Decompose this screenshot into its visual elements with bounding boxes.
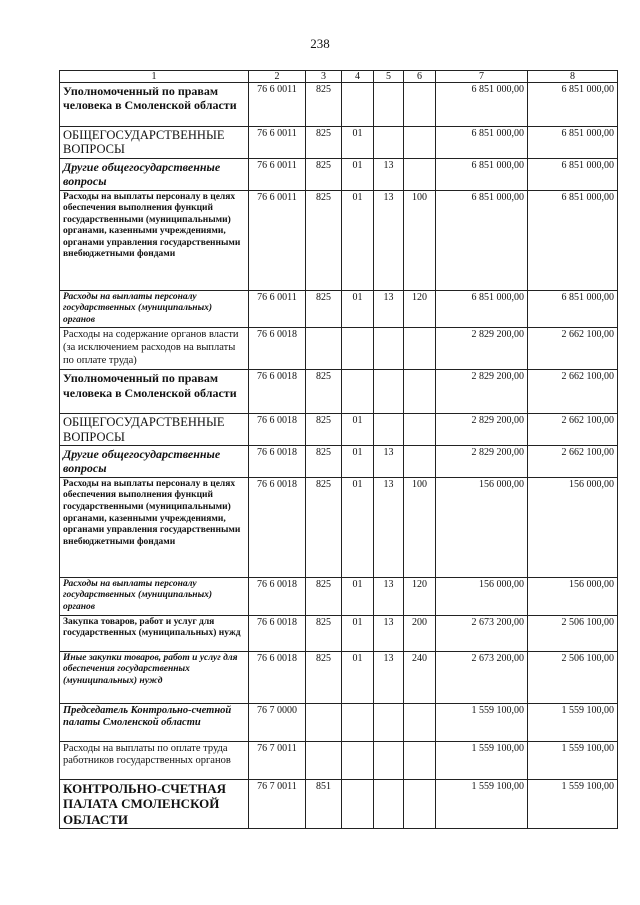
row-name-cell: Расходы на выплаты персоналу государственных (муниципальных) органов xyxy=(60,290,249,328)
code-cell-col5 xyxy=(374,741,404,779)
code-cell-col3: 825 xyxy=(306,477,342,577)
code-cell-col3: 825 xyxy=(306,83,342,127)
row-name-cell: Расходы на выплаты персоналу в целях обеспечения выполнения функций государственными (муниципальными) органами, казенными учреждениями, органами управления государственными внебюджетными фондами xyxy=(60,190,249,290)
amount-cell-col8: 156 000,00 xyxy=(528,477,618,577)
code-cell-col5: 13 xyxy=(374,577,404,615)
code-cell-col4 xyxy=(342,370,374,414)
code-cell-col4: 01 xyxy=(342,290,374,328)
table-row xyxy=(60,703,618,741)
table-row xyxy=(60,477,618,577)
table-row xyxy=(60,127,618,159)
amount-cell-col7: 2 829 200,00 xyxy=(436,370,528,414)
column-header: 1 xyxy=(60,71,249,83)
code-cell-col5 xyxy=(374,83,404,127)
code-cell-col4 xyxy=(342,741,374,779)
column-header: 2 xyxy=(249,71,306,83)
code-cell-col5 xyxy=(374,127,404,159)
code-cell-col2: 76 7 0011 xyxy=(249,741,306,779)
code-cell-col5 xyxy=(374,779,404,829)
code-cell-col2: 76 6 0018 xyxy=(249,414,306,446)
amount-cell-col7: 2 829 200,00 xyxy=(436,328,528,370)
column-header: 7 xyxy=(436,71,528,83)
code-cell-col4: 01 xyxy=(342,615,374,651)
code-cell-col2: 76 6 0018 xyxy=(249,370,306,414)
amount-cell-col8: 6 851 000,00 xyxy=(528,83,618,127)
code-cell-col4 xyxy=(342,328,374,370)
amount-cell-col7: 2 673 200,00 xyxy=(436,615,528,651)
amount-cell-col7: 156 000,00 xyxy=(436,477,528,577)
code-cell-col5 xyxy=(374,370,404,414)
code-cell-col3: 825 xyxy=(306,370,342,414)
amount-cell-col8: 6 851 000,00 xyxy=(528,158,618,190)
table-row xyxy=(60,328,618,370)
table-row xyxy=(60,651,618,703)
row-name-cell: Расходы на содержание органов власти (за исключением расходов на выплаты по оплате труда) xyxy=(60,328,249,370)
code-cell-col5: 13 xyxy=(374,477,404,577)
code-cell-col6: 120 xyxy=(404,290,436,328)
code-cell-col4: 01 xyxy=(342,577,374,615)
code-cell-col6: 120 xyxy=(404,577,436,615)
row-name-cell: ОБЩЕГОСУДАРСТВЕННЫЕ ВОПРОСЫ xyxy=(60,414,249,446)
amount-cell-col8: 2 662 100,00 xyxy=(528,370,618,414)
code-cell-col2: 76 6 0018 xyxy=(249,615,306,651)
code-cell-col3: 825 xyxy=(306,127,342,159)
code-cell-col6 xyxy=(404,158,436,190)
table-row xyxy=(60,83,618,127)
amount-cell-col7: 1 559 100,00 xyxy=(436,741,528,779)
column-header: 6 xyxy=(404,71,436,83)
code-cell-col2: 76 6 0018 xyxy=(249,651,306,703)
table-header-row xyxy=(60,71,618,83)
code-cell-col3: 825 xyxy=(306,651,342,703)
code-cell-col3 xyxy=(306,328,342,370)
code-cell-col5: 13 xyxy=(374,158,404,190)
code-cell-col4 xyxy=(342,779,374,829)
table-row xyxy=(60,290,618,328)
row-name-cell: Другие общегосударственные вопросы xyxy=(60,158,249,190)
code-cell-col5: 13 xyxy=(374,651,404,703)
amount-cell-col7: 1 559 100,00 xyxy=(436,703,528,741)
code-cell-col3: 825 xyxy=(306,577,342,615)
code-cell-col3 xyxy=(306,703,342,741)
code-cell-col6 xyxy=(404,414,436,446)
code-cell-col3: 825 xyxy=(306,158,342,190)
code-cell-col2: 76 6 0011 xyxy=(249,290,306,328)
code-cell-col6 xyxy=(404,328,436,370)
code-cell-col6 xyxy=(404,741,436,779)
table-row xyxy=(60,779,618,829)
code-cell-col6 xyxy=(404,779,436,829)
row-name-cell: Иные закупки товаров, работ и услуг для обеспечения государственных (муниципальных) нужд xyxy=(60,651,249,703)
code-cell-col4: 01 xyxy=(342,127,374,159)
column-header: 8 xyxy=(528,71,618,83)
amount-cell-col7: 2 829 200,00 xyxy=(436,414,528,446)
amount-cell-col8: 1 559 100,00 xyxy=(528,741,618,779)
row-name-cell: Расходы на выплаты персоналу государственных (муниципальных) органов xyxy=(60,577,249,615)
amount-cell-col7: 2 829 200,00 xyxy=(436,446,528,478)
row-name-cell: КОНТРОЛЬНО-СЧЕТНАЯ ПАЛАТА СМОЛЕНСКОЙ ОБЛАСТИ xyxy=(60,779,249,829)
amount-cell-col8: 6 851 000,00 xyxy=(528,190,618,290)
budget-table xyxy=(59,70,618,829)
code-cell-col2: 76 6 0018 xyxy=(249,446,306,478)
row-name-cell: Председатель Контрольно-счетной палаты Смоленской области xyxy=(60,703,249,741)
code-cell-col3 xyxy=(306,741,342,779)
table-row xyxy=(60,190,618,290)
code-cell-col4: 01 xyxy=(342,190,374,290)
amount-cell-col7: 6 851 000,00 xyxy=(436,190,528,290)
amount-cell-col7: 6 851 000,00 xyxy=(436,158,528,190)
code-cell-col4: 01 xyxy=(342,446,374,478)
code-cell-col5: 13 xyxy=(374,290,404,328)
code-cell-col6: 100 xyxy=(404,190,436,290)
code-cell-col2: 76 6 0018 xyxy=(249,577,306,615)
table-row xyxy=(60,414,618,446)
code-cell-col4: 01 xyxy=(342,651,374,703)
amount-cell-col8: 2 506 100,00 xyxy=(528,651,618,703)
amount-cell-col8: 1 559 100,00 xyxy=(528,703,618,741)
code-cell-col2: 76 6 0018 xyxy=(249,328,306,370)
code-cell-col6: 200 xyxy=(404,615,436,651)
column-header: 5 xyxy=(374,71,404,83)
code-cell-col3: 851 xyxy=(306,779,342,829)
amount-cell-col7: 6 851 000,00 xyxy=(436,83,528,127)
code-cell-col4: 01 xyxy=(342,414,374,446)
row-name-cell: ОБЩЕГОСУДАРСТВЕННЫЕ ВОПРОСЫ xyxy=(60,127,249,159)
code-cell-col3: 825 xyxy=(306,190,342,290)
amount-cell-col8: 1 559 100,00 xyxy=(528,779,618,829)
code-cell-col4: 01 xyxy=(342,477,374,577)
row-name-cell: Расходы на выплаты по оплате труда работников государственных органов xyxy=(60,741,249,779)
code-cell-col6 xyxy=(404,703,436,741)
row-name-cell: Другие общегосударственные вопросы xyxy=(60,446,249,478)
table-row xyxy=(60,615,618,651)
code-cell-col3: 825 xyxy=(306,446,342,478)
code-cell-col4: 01 xyxy=(342,158,374,190)
code-cell-col3: 825 xyxy=(306,615,342,651)
amount-cell-col7: 2 673 200,00 xyxy=(436,651,528,703)
code-cell-col3: 825 xyxy=(306,414,342,446)
table-row xyxy=(60,370,618,414)
code-cell-col5: 13 xyxy=(374,615,404,651)
code-cell-col5: 13 xyxy=(374,446,404,478)
code-cell-col5 xyxy=(374,328,404,370)
amount-cell-col8: 2 662 100,00 xyxy=(528,414,618,446)
amount-cell-col8: 6 851 000,00 xyxy=(528,127,618,159)
code-cell-col2: 76 7 0011 xyxy=(249,779,306,829)
code-cell-col2: 76 6 0011 xyxy=(249,158,306,190)
table-row xyxy=(60,577,618,615)
code-cell-col5 xyxy=(374,414,404,446)
amount-cell-col7: 6 851 000,00 xyxy=(436,127,528,159)
code-cell-col4 xyxy=(342,703,374,741)
code-cell-col6: 240 xyxy=(404,651,436,703)
table-body xyxy=(60,83,618,829)
code-cell-col2: 76 6 0011 xyxy=(249,190,306,290)
code-cell-col2: 76 6 0018 xyxy=(249,477,306,577)
amount-cell-col8: 156 000,00 xyxy=(528,577,618,615)
amount-cell-col8: 2 662 100,00 xyxy=(528,446,618,478)
page-number: 238 xyxy=(310,36,330,51)
code-cell-col2: 76 6 0011 xyxy=(249,83,306,127)
amount-cell-col8: 2 506 100,00 xyxy=(528,615,618,651)
code-cell-col5 xyxy=(374,703,404,741)
column-header: 3 xyxy=(306,71,342,83)
code-cell-col6 xyxy=(404,370,436,414)
row-name-cell: Расходы на выплаты персоналу в целях обеспечения выполнения функций государственными (муниципальными) органами, казенными учреждениями, органами управления государственными внебюджетными фондами xyxy=(60,477,249,577)
code-cell-col5: 13 xyxy=(374,190,404,290)
code-cell-col6 xyxy=(404,127,436,159)
table-row xyxy=(60,158,618,190)
amount-cell-col7: 156 000,00 xyxy=(436,577,528,615)
amount-cell-col7: 6 851 000,00 xyxy=(436,290,528,328)
amount-cell-col8: 2 662 100,00 xyxy=(528,328,618,370)
table-row xyxy=(60,446,618,478)
row-name-cell: Уполномоченный по правам человека в Смоленской области xyxy=(60,370,249,414)
amount-cell-col7: 1 559 100,00 xyxy=(436,779,528,829)
row-name-cell: Закупка товаров, работ и услуг для государственных (муниципальных) нужд xyxy=(60,615,249,651)
row-name-cell: Уполномоченный по правам человека в Смоленской области xyxy=(60,83,249,127)
code-cell-col2: 76 7 0000 xyxy=(249,703,306,741)
code-cell-col6: 100 xyxy=(404,477,436,577)
amount-cell-col8: 6 851 000,00 xyxy=(528,290,618,328)
code-cell-col6 xyxy=(404,83,436,127)
code-cell-col3: 825 xyxy=(306,290,342,328)
table-row xyxy=(60,741,618,779)
column-header: 4 xyxy=(342,71,374,83)
code-cell-col2: 76 6 0011 xyxy=(249,127,306,159)
code-cell-col6 xyxy=(404,446,436,478)
code-cell-col4 xyxy=(342,83,374,127)
